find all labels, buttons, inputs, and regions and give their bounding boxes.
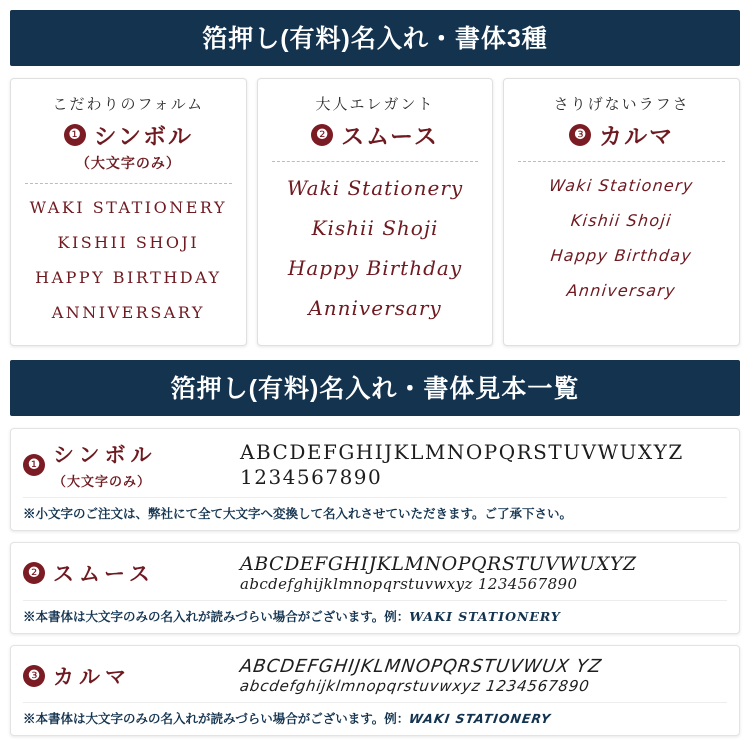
card-samples	[266, 176, 485, 320]
card-title-row	[266, 118, 485, 151]
sample-line: ANNIVERSARY	[51, 303, 205, 322]
specimen-glyphs	[240, 440, 727, 490]
specimen-row-smooth	[10, 542, 740, 634]
font-card-karma	[503, 78, 740, 346]
sample-line: Anniversary	[308, 296, 442, 320]
specimen-note-text: ※本書体は大文字のみの名入れが読みづらい場合がございます。例：	[23, 712, 410, 726]
sample-line: Happy Birthday	[550, 246, 694, 265]
specimen-name: シンボル	[53, 444, 157, 467]
specimen-main	[23, 656, 727, 695]
specimen-label	[23, 558, 228, 588]
card-kicker: こだわりのフォルム	[52, 96, 205, 113]
specimen-glyphs	[240, 656, 727, 695]
sample-line: HAPPY BIRTHDAY	[35, 268, 222, 287]
sample-line: KISHII SHOJI	[57, 233, 200, 252]
number-badge-icon: ❶	[23, 454, 45, 476]
specimen-note	[23, 702, 727, 727]
specimen-glyphs	[240, 553, 727, 593]
sample-line: Kishii Shoji	[311, 216, 439, 240]
specimen-main	[23, 553, 727, 593]
sample-line: Anniversary	[566, 281, 678, 300]
sample-line: Waki Stationery	[286, 176, 464, 200]
card-title: シンボル	[93, 123, 194, 149]
divider	[272, 161, 479, 162]
specimen-main	[23, 439, 727, 490]
specimen-label	[23, 439, 228, 490]
specimen-row-symbol	[10, 428, 740, 531]
specimen-name: カルマ	[53, 665, 131, 689]
specimen-note-text: ※小文字のご注文は、弊社にて全て大文字へ変換して名入れさせていただきます。ご了承下さい。	[23, 507, 573, 521]
card-subtitle: （大文字のみ）	[75, 155, 181, 171]
sample-line: Happy Birthday	[287, 256, 463, 280]
number-badge-icon: ❶	[64, 124, 86, 146]
glyph-line-lowercase: abcdefghijklmnopqrstuvwxyz 1234567890	[238, 677, 591, 695]
specimen-name-sub: （大文字のみ）	[53, 474, 152, 489]
card-title-row	[512, 118, 731, 151]
card-samples	[19, 198, 238, 322]
section-banner-fonts: 箔押し(有料)名入れ・書体3種	[10, 10, 740, 66]
font-card-smooth	[257, 78, 494, 346]
divider	[25, 183, 232, 184]
font-card-symbol	[10, 78, 247, 346]
glyph-line-uppercase: ABCDEFGHIJKLMNOPQRSTUVWUXYZ	[240, 553, 637, 575]
specimen-note	[23, 497, 727, 522]
sample-line: WAKI STATIONERY	[29, 198, 228, 217]
specimen-note-sample: WAKI STATIONERY	[408, 711, 553, 726]
specimen-note-sample: WAKI STATIONERY	[409, 609, 561, 624]
card-samples	[512, 176, 731, 300]
number-badge-icon: ❸	[23, 665, 45, 687]
specimen-name: スムース	[53, 563, 155, 586]
glyph-line-uppercase: ABCDEFGHIJKLMNOPQRSTUVWUXYZ	[240, 439, 684, 464]
specimen-note-text: ※本書体は大文字のみの名入れが読みづらい場合がございます。例：	[23, 610, 410, 624]
number-badge-icon: ❸	[569, 124, 591, 146]
sample-line: Kishii Shoji	[570, 211, 674, 230]
number-badge-icon: ❷	[311, 124, 333, 146]
glyph-line-lowercase: abcdefghijklmnopqrstuvwxyz 1234567890	[240, 575, 578, 593]
card-title: カルマ	[599, 123, 675, 149]
section-banner-specimens: 箔押し(有料)名入れ・書体見本一覧	[10, 360, 740, 416]
glyph-line-uppercase: ABCDEFGHIJKLMNOPQRSTUVWUX YZ	[238, 656, 604, 677]
card-title: スムース	[341, 123, 439, 149]
card-kicker: さりげないラフさ	[553, 96, 690, 113]
font-sample-cards	[10, 78, 740, 346]
card-kicker: 大人エレガント	[315, 96, 435, 113]
specimen-label	[23, 661, 228, 691]
specimen-note	[23, 600, 727, 625]
specimen-row-karma	[10, 645, 740, 736]
divider	[518, 161, 725, 162]
glyph-line-numbers: 1234567890	[240, 464, 383, 489]
number-badge-icon: ❷	[23, 562, 45, 584]
sample-line: Waki Stationery	[548, 176, 695, 195]
card-title-row	[19, 118, 238, 151]
